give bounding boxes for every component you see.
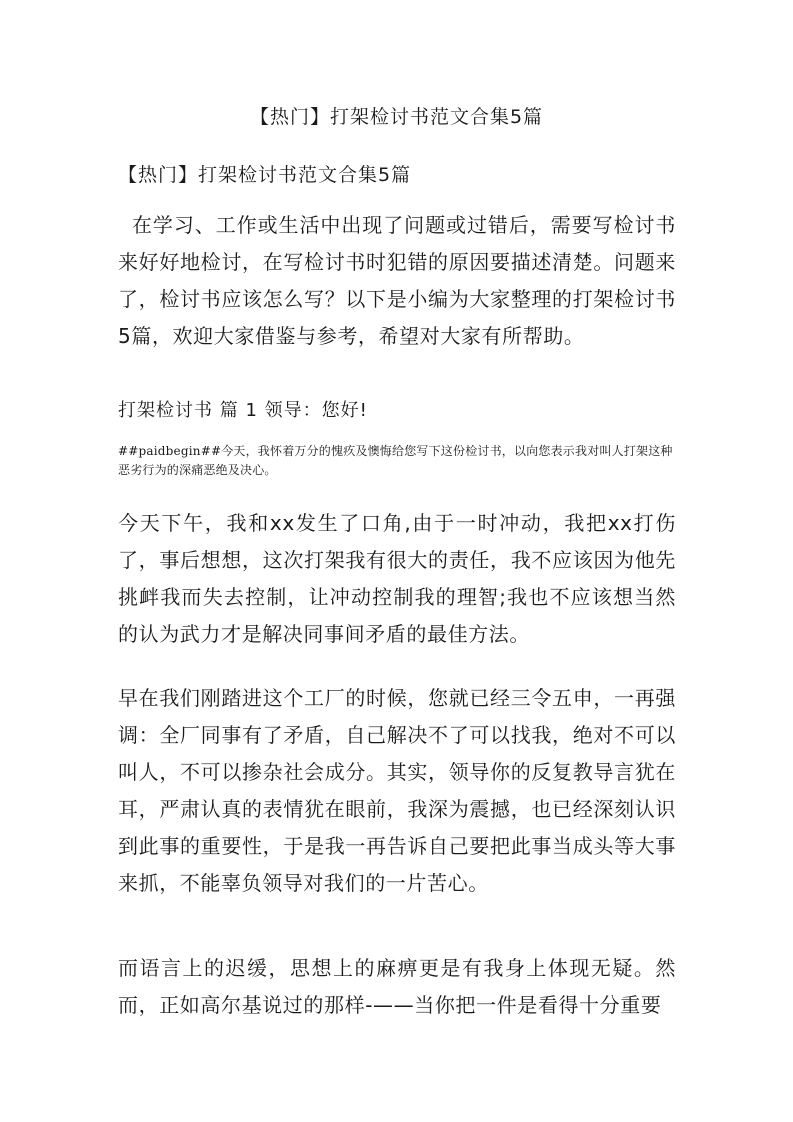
document-subtitle: 【热门】打架检讨书范文合集5篇 [118,164,412,186]
body-paragraph-1: 今天下午，我和xx发生了口角,由于一时冲动，我把xx打伤了，事后想想，这次打架我有很大的责任，我不应该因为他先挑衅我而失去控制，让冲动控制我的理智;我也不应该想当然的认为武力才是解决同事间矛盾的最佳方法。 [118,511,676,646]
body-paragraph-3: 而语言上的迟缓，思想上的麻痹更是有我身上体现无疑。然而，正如高尔基说过的那样-——当你把一件是看得十分重要 [118,956,676,1017]
body-paragraph-2: 早在我们刚踏进这个工厂的时候，您就已经三令五申，一再强调：全厂同事有了矛盾，自己解决不了可以找我，绝对不可以叫人，不可以掺杂社会成分。其实，领导你的反复教导言犹在耳，严肃认真的表情犹在眼前，我深为震撼，也已经深刻认识到此事的重要性，于是我一再告诉自己要把此事当成头等大事来抓，不能辜负领导对我们的一片苦心。 [118,686,676,895]
document-title: 【热门】打架检讨书范文合集5篇 [249,106,544,128]
section-heading: 打架检讨书 篇 1 领导：您好! [118,400,368,421]
intro-paragraph: 在学习、工作或生活中出现了问题或过错后，需要写检讨书来好好地检讨，在写检讨书时犯错的原因要描述清楚。问题来了，检讨书应该怎么写？以下是小编为大家整理的打架检讨书5篇，欢迎大家借鉴与参考，希望对大家有所帮助。 [118,213,676,348]
small-paragraph: ##paidbegin##今天，我怀着万分的愧疚及懊悔给您写下这份检讨书，以向您表示我对叫人打架这种恶劣行为的深痛恶绝及决心。 [118,444,673,477]
